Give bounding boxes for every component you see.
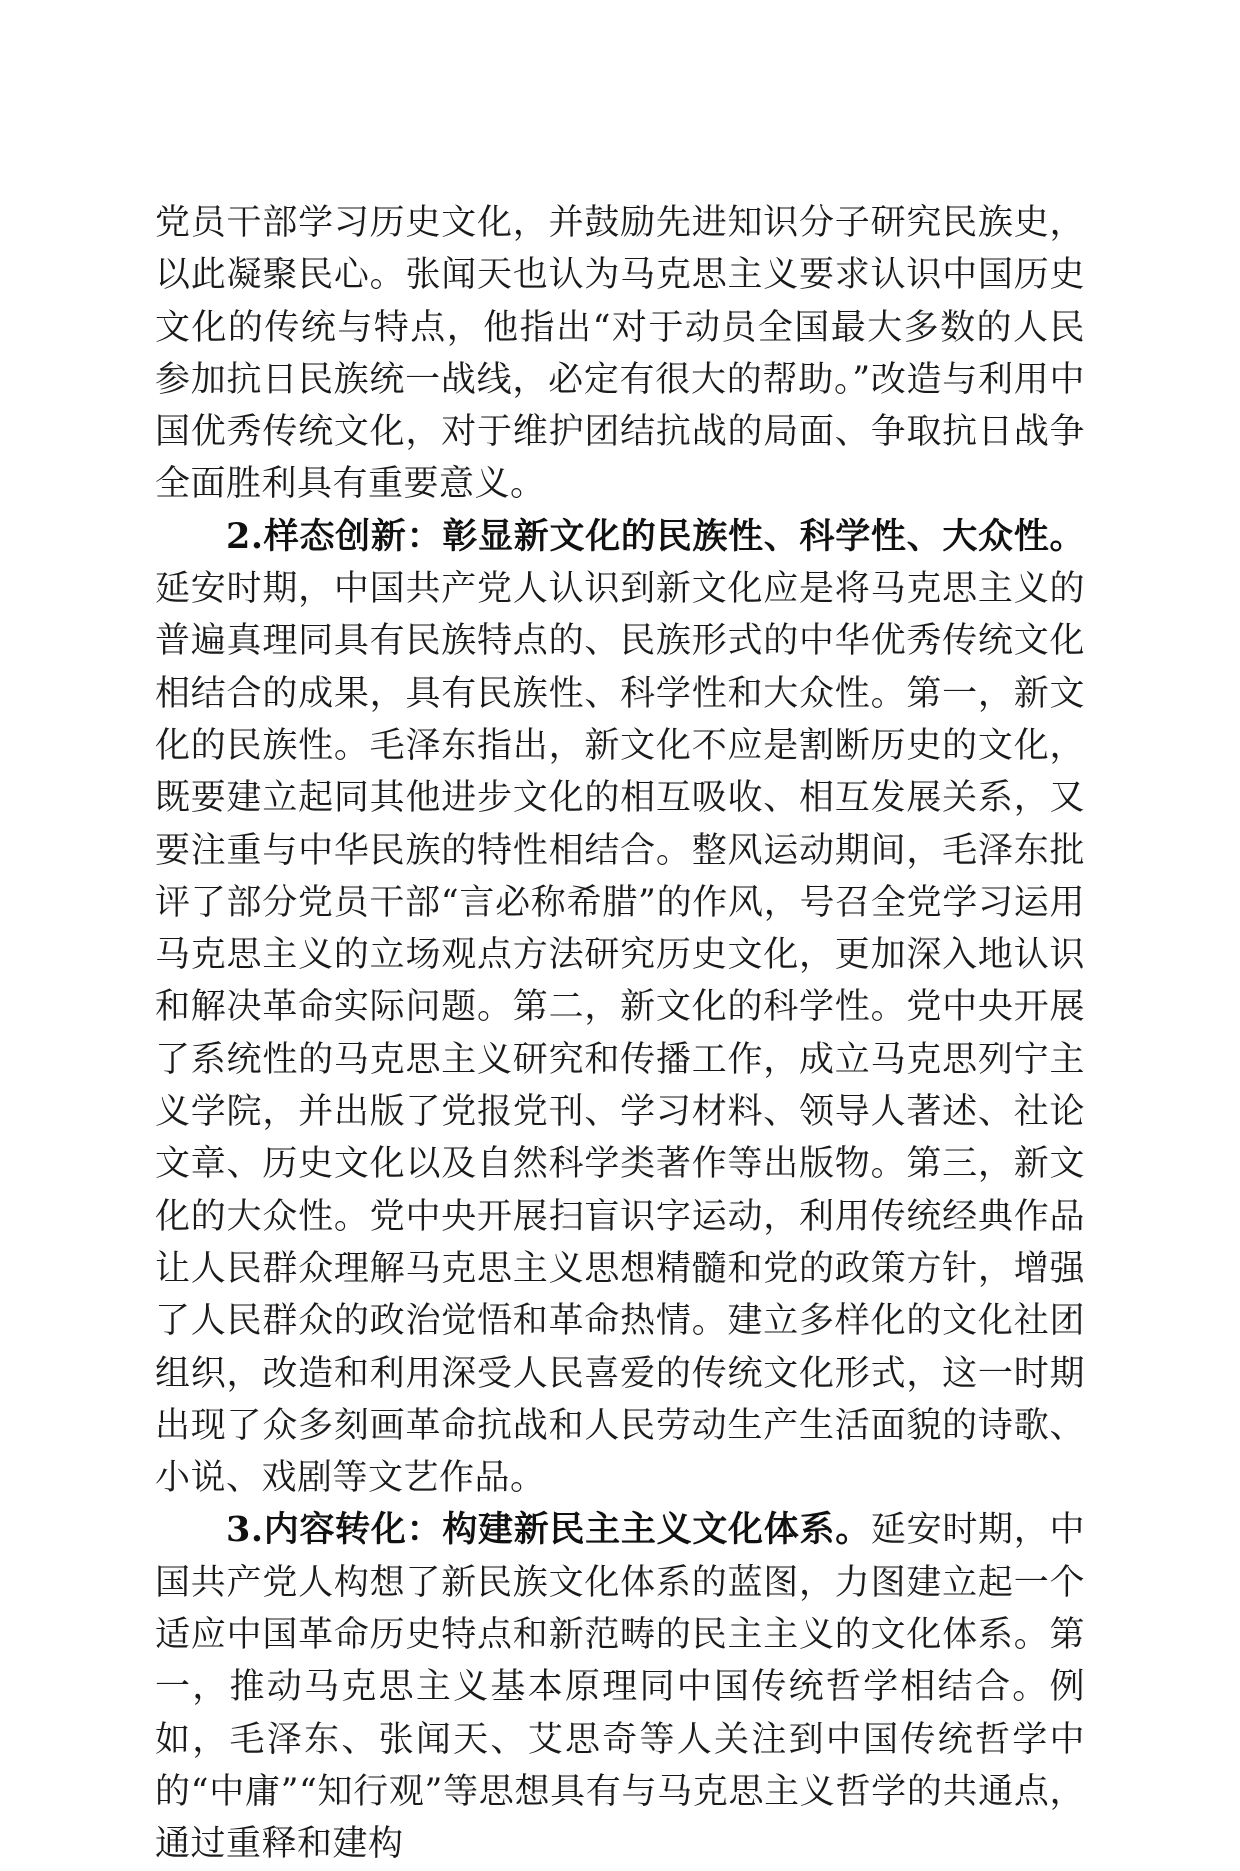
paragraph-section-3 xyxy=(155,1504,1085,1870)
paragraph-text: 党员干部学习历史文化，并鼓励先进知识分子研究民族史，以此凝聚民心。张闻天也认为马克思主义要求认识中国历史文化的传统与特点，他指出“对于动员全国最大多数的人民参加抗日民族统一战线，必定有很大的帮助。”改造与利用中国优秀传统文化，对于维护团结抗战的局面、争取抗日战争全面胜利具有重要意义。 xyxy=(155,203,1085,505)
document-body xyxy=(155,197,1085,1871)
section-heading-3: 3.内容转化：构建新民主主义文化体系。 xyxy=(226,1509,871,1551)
paragraph-section-2 xyxy=(155,511,1085,1505)
paragraph-text: 延安时期，中国共产党人构想了新民族文化体系的蓝图，力图建立起一个适应中国革命历史特点和新范畴的民主主义的文化体系。第一，推动马克思主义基本原理同中国传统哲学相结合。例如，毛泽东、张闻天、艾思奇等人关注到中国传统哲学中的“中庸”“知行观”等思想具有与马克思主义哲学的共通点，通过重释和建构 xyxy=(155,1510,1085,1865)
section-heading-2: 2.样态创新：彰显新文化的民族性、科学性、大众性。 xyxy=(226,515,1085,557)
paragraph-text: 延安时期，中国共产党人认识到新文化应是将马克思主义的普遍真理同具有民族特点的、民族形式的中华优秀传统文化相结合的成果，具有民族性、科学性和大众性。第一，新文化的民族性。毛泽东指出，新文化不应是割断历史的文化，既要建立起同其他进步文化的相互吸收、相互发展关系，又要注重与中华民族的特性相结合。整风运动期间，毛泽东批评了部分党员干部“言必称希腊”的作风，号召全党学习运用马克思主义的立场观点方法研究历史文化，更加深入地认识和解决革命实际问题。第二，新文化的科学性。党中央开展了系统性的马克思主义研究和传播工作，成立马克思列宁主义学院，并出版了党报党刊、学习材料、领导人著述、社论文章、历史文化以及自然科学类著作等出版物。第三，新文化的大众性。党中央开展扫盲识字运动，利用传统经典作品让人民群众理解马克思主义思想精髓和党的政策方针，增强了人民群众的政治觉悟和革命热情。建立多样化的文化社团组织，改造和利用深受人民喜爱的传统文化形式，这一时期出现了众多刻画革命抗战和人民劳动生产生活面貌的诗歌、小说、戏剧等文艺作品。 xyxy=(155,569,1085,1499)
paragraph-continuation xyxy=(155,197,1085,511)
